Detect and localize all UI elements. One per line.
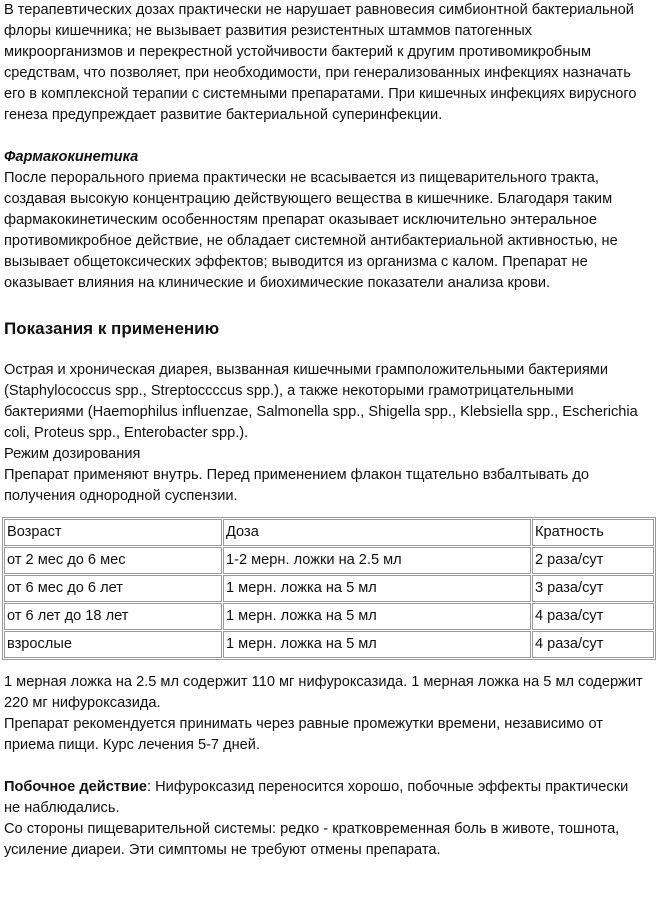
table-cell: 2 раза/сут [532, 547, 654, 574]
dosing-text: Препарат применяют внутрь. Перед применением флакон тщательно взбалтывать до получения однородной суспензии. [4, 467, 590, 504]
table-cell: 1 мерн. ложка на 5 мл [223, 575, 531, 602]
table-row [4, 547, 654, 574]
table-header-cell: Доза [223, 519, 531, 546]
table-cell: от 6 лет до 18 лет [4, 603, 222, 630]
regimen-text: Препарат рекомендуется принимать через равные промежутки времени, независимо от приема пищи. Курс лечения 5-7 дней. [4, 716, 603, 753]
table-cell: от 6 мес до 6 лет [4, 575, 222, 602]
table-cell: 3 раза/сут [532, 575, 654, 602]
dosage-table [2, 517, 656, 660]
table-row [4, 575, 654, 602]
table-header-cell: Кратность [532, 519, 654, 546]
side-effects-text: : Нифуроксазид переносится хорошо, побочные эффекты практически не наблюдались. [4, 779, 629, 816]
table-cell: 1 мерн. ложка на 5 мл [223, 631, 531, 658]
table-header-cell: Возраст [4, 519, 222, 546]
table-cell: 4 раза/сут [532, 631, 654, 658]
indications-text: Острая и хроническая диарея, вызванная кишечными грамположительными бактериями (Staphylococcus spp., Streptocсccus spp.), а также некоторыми грамотрицательными бактериями (Haemophilus influenzae, Salmonella spp., Shigella spp., Klebsiella spp., Escherichia coli, Proteus spp., Enterobacter spp.). [4, 362, 638, 441]
side-effects-label: Побочное действие [4, 779, 148, 795]
dosing-heading: Режим дозирования [4, 446, 141, 462]
digestive-side-effects-text: Со стороны пищеварительной системы: редко - кратковременная боль в животе, тошнота, усиление диареи. Эти симптомы не требуют отмены препарата. [4, 821, 620, 858]
intro-paragraph: В терапевтических дозах практически не нарушает равновесия симбионтной бактериальной флоры кишечника; не вызывает развития резистентных штаммов патогенных микроорганизмов и перекрестной устойчивости бактерий к другим противомикробным средствам, что позволяет, при необходимости, при генерализованных инфекциях назначать его в комплексной терапии с системными препаратами. При кишечных инфекциях вирусного генеза предупреждает развитие бактериальной суперинфекции. [4, 2, 637, 123]
table-row [4, 631, 654, 658]
table-cell: от 2 мес до 6 мес [4, 547, 222, 574]
table-cell: 1 мерн. ложка на 5 мл [223, 603, 531, 630]
pharmacokinetics-heading: Фармакокинетика [4, 149, 139, 165]
side-effects-paragraph [4, 777, 644, 819]
indications-heading: Показания к применению [4, 319, 220, 338]
table-cell: взрослые [4, 631, 222, 658]
table-cell: 4 раза/сут [532, 603, 654, 630]
table-cell: 1-2 мерн. ложки на 2.5 мл [223, 547, 531, 574]
table-row [4, 603, 654, 630]
pharmacokinetics-text: После перорального приема практически не всасывается из пищеварительного тракта, создавая высокую концентрацию действующего вещества в кишечнике. Благодаря таким фармакокинетическим особенностям препарат оказывает исключительно энтеральное противомикробное действие, не обладает системной антибактериальной активностью, не вызывает общетоксических эффектов; выводится из организма с калом. Препарат не оказывает влияния на клинические и биохимические показатели анализа крови. [4, 170, 618, 291]
table-header-row [4, 519, 654, 546]
measure-spoon-text: 1 мерная ложка на 2.5 мл содержит 110 мг нифуроксазида. 1 мерная ложка на 5 мл содержит 220 мг нифуроксазида. [4, 674, 643, 711]
